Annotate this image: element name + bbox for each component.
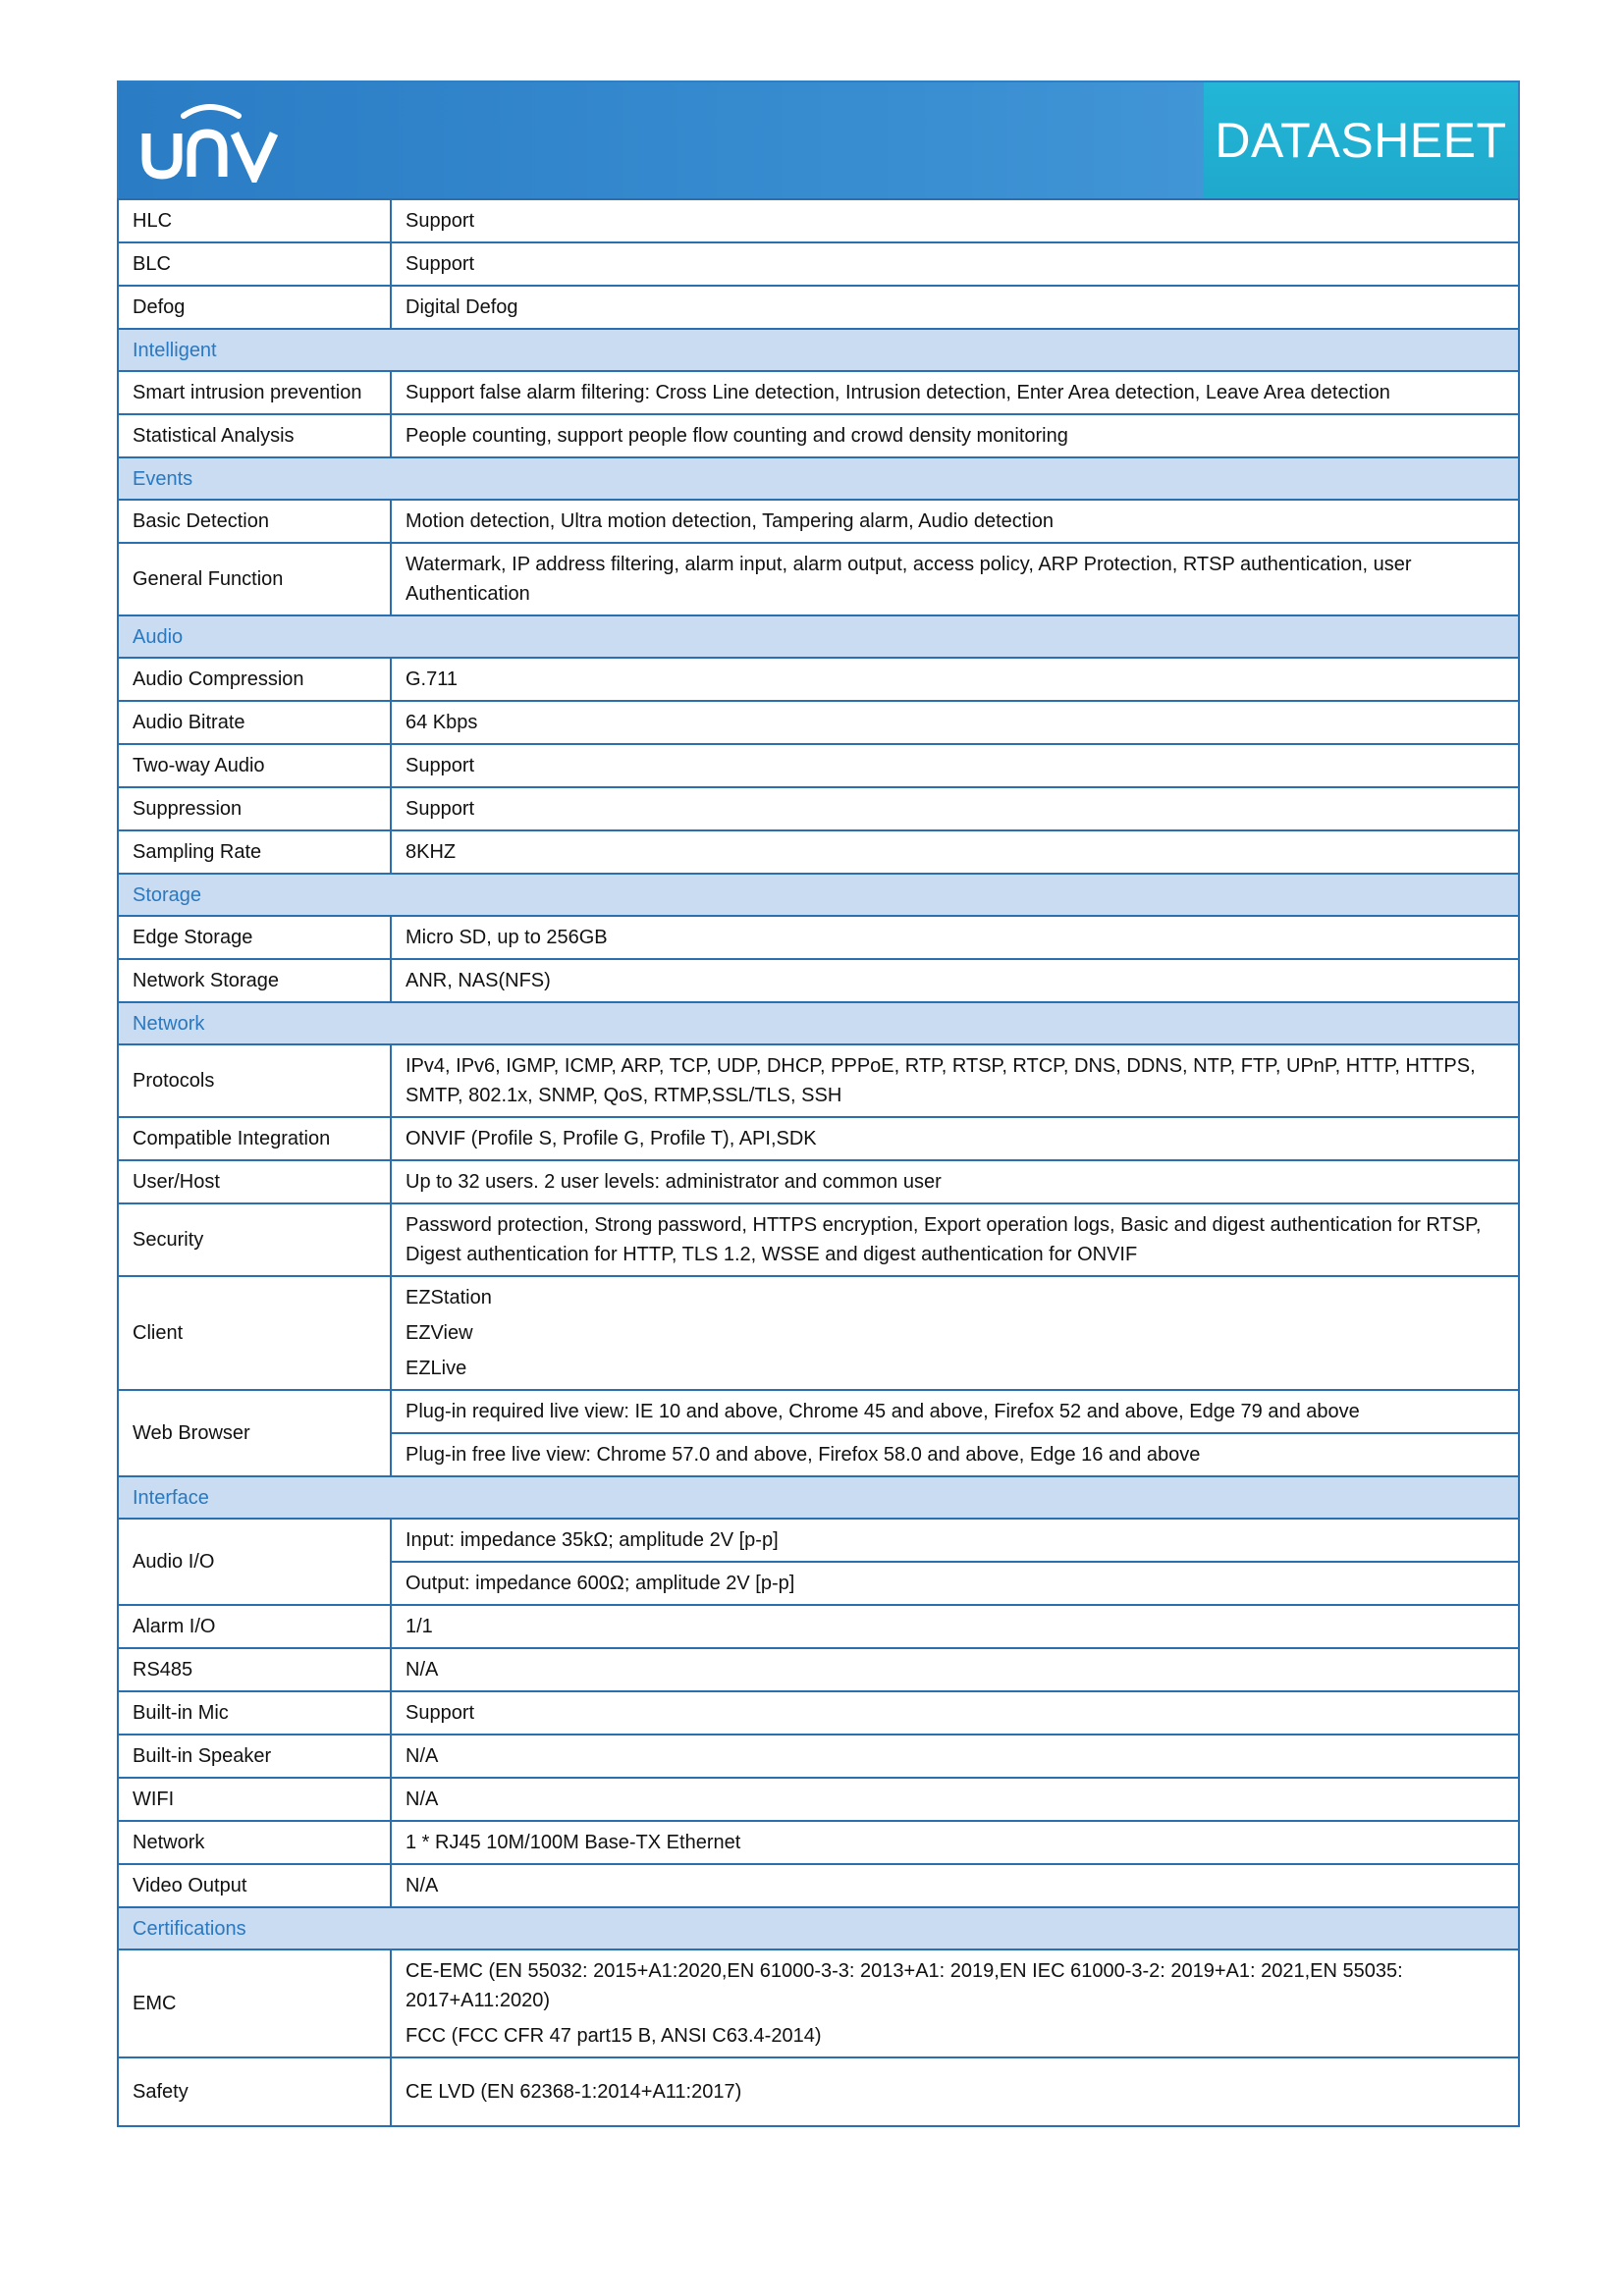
table-row [118, 959, 1519, 1002]
section-title: Events [118, 457, 1519, 500]
section-header [118, 615, 1519, 658]
spec-value-line: 1 * RJ45 10M/100M Base-TX Ethernet [406, 1832, 741, 1853]
spec-value [391, 744, 1519, 787]
table-row [118, 787, 1519, 830]
spec-value-line: Support [406, 755, 475, 776]
spec-key: Audio Bitrate [118, 701, 391, 744]
spec-value [391, 1605, 1519, 1648]
section-title: Network [118, 1002, 1519, 1044]
spec-value-line: CE-EMC (EN 55032: 2015+A1:2020,EN 61000-3-3: 2013+A1: 2019,EN IEC 61000-3-2: 2019+A1: 2021,EN 55035: 2017+A11:2020) [406, 1960, 1403, 2011]
spec-key: Client [118, 1276, 391, 1390]
spec-key: EMC [118, 1949, 391, 2057]
spec-value-line: Support false alarm filtering: Cross Line detection, Intrusion detection, Enter Area detection, Leave Area detection [406, 382, 1390, 403]
spec-key: Video Output [118, 1864, 391, 1907]
spec-value-line: ONVIF (Profile S, Profile G, Profile T), API,SDK [406, 1128, 817, 1149]
section-title: Interface [118, 1476, 1519, 1519]
spec-value [391, 1864, 1519, 1907]
spec-value [391, 414, 1519, 457]
spec-key: Defog [118, 286, 391, 329]
spec-value [391, 830, 1519, 874]
table-row [118, 1949, 1519, 2057]
spec-value-line: IPv4, IPv6, IGMP, ICMP, ARP, TCP, UDP, DHCP, PPPoE, RTP, RTSP, RTCP, DNS, DDNS, NTP, FTP, UPnP, HTTP, HTTPS, SMTP, 802.1x, SNMP, QoS, RTMP,SSL/TLS, SSH [406, 1055, 1476, 1106]
section-title: Storage [118, 874, 1519, 916]
table-row [118, 199, 1519, 242]
spec-value [391, 701, 1519, 744]
spec-value-line: ANR, NAS(NFS) [406, 970, 551, 991]
spec-key: RS485 [118, 1648, 391, 1691]
spec-key: Built-in Speaker [118, 1735, 391, 1778]
spec-value [391, 1949, 1519, 2057]
spec-value-line: Support [406, 253, 475, 275]
table-row [118, 1778, 1519, 1821]
datasheet [117, 80, 1520, 2127]
spec-value [391, 1160, 1519, 1203]
spec-value-line: CE LVD (EN 62368-1:2014+A11:2017) [406, 2081, 742, 2103]
spec-value: Input: impedance 35kΩ; amplitude 2V [p-p] [391, 1519, 1519, 1562]
spec-key: Network [118, 1821, 391, 1864]
datasheet-label: DATASHEET [1215, 113, 1507, 168]
spec-value-line: N/A [406, 1789, 439, 1810]
spec-value-line: Micro SD, up to 256GB [406, 927, 608, 948]
table-row [118, 1117, 1519, 1160]
spec-value [391, 1735, 1519, 1778]
unv-logo [140, 100, 283, 183]
spec-value [391, 500, 1519, 543]
section-header [118, 874, 1519, 916]
table-row [118, 1390, 1519, 1433]
spec-value-line: EZView [406, 1322, 473, 1344]
spec-value-line: N/A [406, 1659, 439, 1681]
spec-value-line: Password protection, Strong password, HTTPS encryption, Export operation logs, Basic and digest authentication for RTSP, Digest authentication for HTTP, TLS 1.2, WSSE and digest authentication for ONVIF [406, 1214, 1482, 1265]
spec-key: Alarm I/O [118, 1605, 391, 1648]
section-title: Certifications [118, 1907, 1519, 1949]
table-row [118, 1203, 1519, 1276]
spec-key: Suppression [118, 787, 391, 830]
spec-value-line: 8KHZ [406, 841, 457, 863]
spec-value-line: FCC (FCC CFR 47 part15 B, ANSI C63.4-2014) [406, 2025, 822, 2047]
spec-key: Two-way Audio [118, 744, 391, 787]
spec-value [391, 787, 1519, 830]
spec-key: Audio Compression [118, 658, 391, 701]
section-header [118, 1476, 1519, 1519]
spec-value-line: Support [406, 798, 475, 820]
spec-value [391, 658, 1519, 701]
table-row [118, 658, 1519, 701]
spec-key: Statistical Analysis [118, 414, 391, 457]
spec-key: Audio I/O [118, 1519, 391, 1605]
table-row [118, 1821, 1519, 1864]
table-row [118, 1605, 1519, 1648]
spec-value-line: G.711 [406, 668, 458, 690]
spec-value-line: Watermark, IP address filtering, alarm input, alarm output, access policy, ARP Protection, RTSP authentication, user Authentication [406, 554, 1412, 605]
table-row [118, 1648, 1519, 1691]
spec-value [391, 1276, 1519, 1390]
spec-value-line: N/A [406, 1745, 439, 1767]
spec-key: BLC [118, 242, 391, 286]
spec-table [117, 198, 1520, 2127]
spec-value [391, 1778, 1519, 1821]
table-row [118, 1044, 1519, 1117]
spec-value: Plug-in free live view: Chrome 57.0 and above, Firefox 58.0 and above, Edge 16 and above [391, 1433, 1519, 1476]
spec-value [391, 242, 1519, 286]
table-row [118, 543, 1519, 615]
spec-value [391, 1203, 1519, 1276]
header-banner [117, 80, 1520, 198]
spec-value-line: 64 Kbps [406, 712, 478, 733]
spec-value-line: People counting, support people flow counting and crowd density monitoring [406, 425, 1068, 447]
section-header [118, 457, 1519, 500]
spec-value-line: EZLive [406, 1358, 467, 1379]
spec-value-line: 1/1 [406, 1616, 433, 1637]
table-row [118, 1519, 1519, 1562]
spec-value [391, 199, 1519, 242]
table-row [118, 2057, 1519, 2126]
spec-value [391, 916, 1519, 959]
spec-key: Basic Detection [118, 500, 391, 543]
table-row [118, 916, 1519, 959]
table-row [118, 414, 1519, 457]
spec-value [391, 543, 1519, 615]
spec-key: Edge Storage [118, 916, 391, 959]
spec-value [391, 959, 1519, 1002]
table-row [118, 1735, 1519, 1778]
table-row [118, 371, 1519, 414]
section-header [118, 1002, 1519, 1044]
section-header [118, 1907, 1519, 1949]
spec-value-line: Motion detection, Ultra motion detection, Tampering alarm, Audio detection [406, 510, 1054, 532]
spec-value-line: Support [406, 1702, 475, 1724]
table-row [118, 500, 1519, 543]
table-row [118, 701, 1519, 744]
table-row [118, 830, 1519, 874]
spec-value-line: N/A [406, 1875, 439, 1896]
spec-value: Plug-in required live view: IE 10 and above, Chrome 45 and above, Firefox 52 and above, Edge 79 and above [391, 1390, 1519, 1433]
table-row [118, 1691, 1519, 1735]
spec-key: Compatible Integration [118, 1117, 391, 1160]
spec-value-line: Digital Defog [406, 296, 518, 318]
spec-key: WIFI [118, 1778, 391, 1821]
spec-value [391, 1117, 1519, 1160]
spec-key: Smart intrusion prevention [118, 371, 391, 414]
spec-key: Built-in Mic [118, 1691, 391, 1735]
table-row [118, 1276, 1519, 1390]
spec-value [391, 2057, 1519, 2126]
datasheet-badge [1204, 82, 1518, 198]
spec-key: Safety [118, 2057, 391, 2126]
spec-key: HLC [118, 199, 391, 242]
spec-key: User/Host [118, 1160, 391, 1203]
table-row [118, 242, 1519, 286]
spec-key: General Function [118, 543, 391, 615]
spec-key: Web Browser [118, 1390, 391, 1476]
spec-key: Network Storage [118, 959, 391, 1002]
spec-value [391, 286, 1519, 329]
spec-key: Security [118, 1203, 391, 1276]
table-row [118, 1864, 1519, 1907]
table-row [118, 286, 1519, 329]
spec-value [391, 1044, 1519, 1117]
spec-value [391, 371, 1519, 414]
spec-value [391, 1648, 1519, 1691]
spec-value-line: Up to 32 users. 2 user levels: administrator and common user [406, 1171, 942, 1193]
spec-key: Protocols [118, 1044, 391, 1117]
table-row [118, 744, 1519, 787]
spec-value-line: Support [406, 210, 475, 232]
section-header [118, 329, 1519, 371]
table-row [118, 1160, 1519, 1203]
spec-key: Sampling Rate [118, 830, 391, 874]
spec-value-line: EZStation [406, 1287, 492, 1308]
section-title: Audio [118, 615, 1519, 658]
spec-value: Output: impedance 600Ω; amplitude 2V [p-p] [391, 1562, 1519, 1605]
spec-value [391, 1691, 1519, 1735]
spec-value [391, 1821, 1519, 1864]
section-title: Intelligent [118, 329, 1519, 371]
